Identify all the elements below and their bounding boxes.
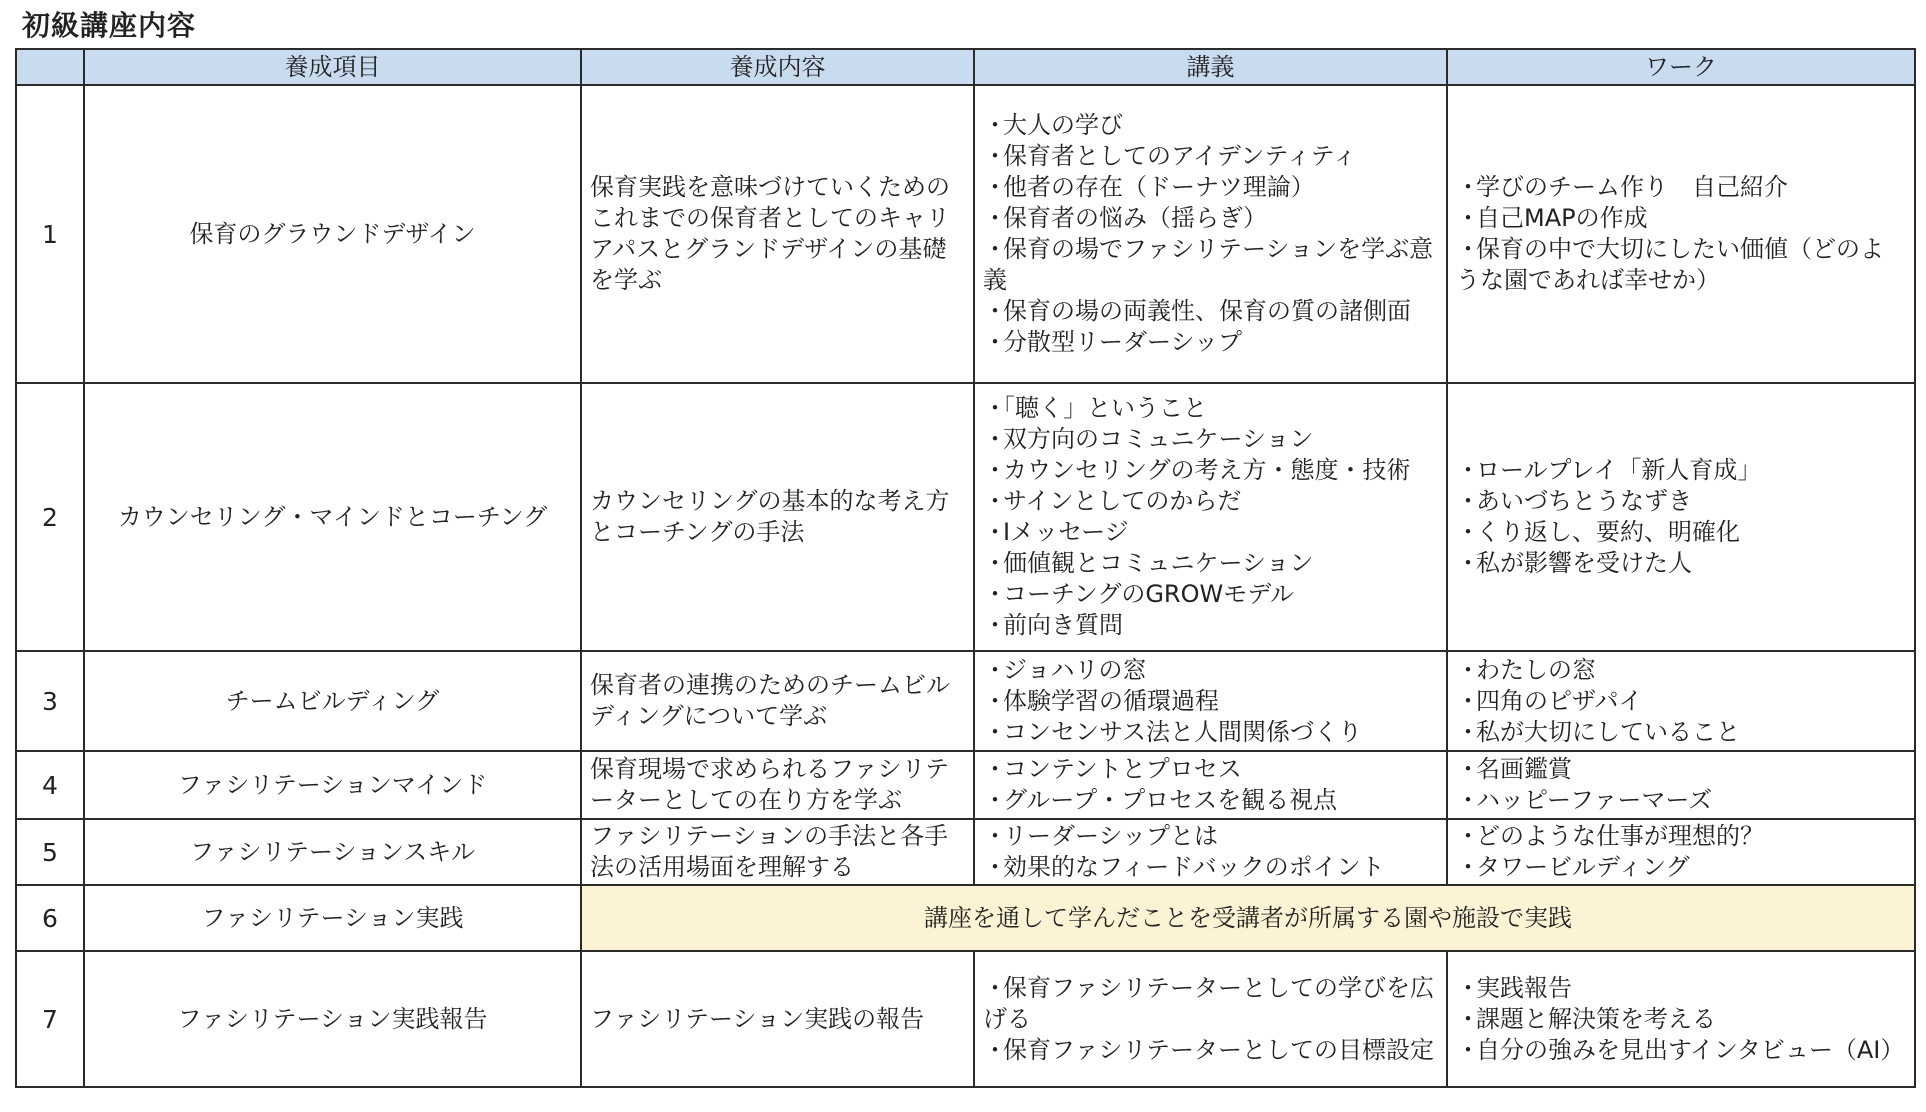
work-item: ・ わたしの窓 (1456, 655, 1906, 686)
lecture-list (983, 393, 1438, 641)
row-content: 保育実践を意味づけていくためのこれまでの保育者としてのキャリアパスとグランドデザインの基礎を学ぶ (581, 85, 974, 383)
table-row (16, 885, 1915, 951)
row-work (1447, 85, 1915, 383)
lecture-item: ・ 保育者の悩み（揺らぎ） (983, 203, 1438, 234)
row-content: カウンセリングの基本的な考え方とコーチングの手法 (581, 383, 974, 651)
lecture-list (983, 110, 1438, 358)
table-row (16, 751, 1915, 819)
row-lecture (974, 751, 1447, 819)
header-row (16, 49, 1915, 85)
row-work (1447, 819, 1915, 885)
work-item: ・ あいづちとうなずき (1456, 486, 1906, 517)
table-row (16, 383, 1915, 651)
row-content: ファシリテーション実践の報告 (581, 951, 974, 1087)
work-list (1456, 973, 1906, 1066)
row-number: 5 (16, 819, 84, 885)
work-list (1456, 172, 1906, 296)
table-row (16, 819, 1915, 885)
lecture-item: ・ リーダーシップとは (983, 821, 1438, 852)
lecture-item: ・ 双方向のコミュニケーション (983, 424, 1438, 455)
lecture-item: ・ コンテントとプロセス (983, 754, 1438, 785)
lecture-item: ・ コーチングのGROWモデル (983, 579, 1438, 610)
row-item: ファシリテーションスキル (84, 819, 581, 885)
row-work (1447, 651, 1915, 751)
work-item: ・ 名画鑑賞 (1456, 754, 1906, 785)
lecture-item: ・ Iメッセージ (983, 517, 1438, 548)
header-item: 養成項目 (84, 49, 581, 85)
work-item: ・ どのような仕事が理想的？ (1456, 821, 1906, 852)
work-list (1456, 754, 1906, 816)
row-item: 保育のグラウンドデザイン (84, 85, 581, 383)
row-lecture (974, 383, 1447, 651)
lecture-item: ・ 分散型リーダーシップ (983, 327, 1438, 358)
row-number: 7 (16, 951, 84, 1087)
lecture-item: ・ 保育者としてのアイデンティティ (983, 141, 1438, 172)
row-item: チームビルディング (84, 651, 581, 751)
lecture-list (983, 754, 1438, 816)
table-row (16, 85, 1915, 383)
work-item: ・ 私が影響を受けた人 (1456, 548, 1906, 579)
lecture-item: ・ 価値観とコミュニケーション (983, 548, 1438, 579)
row-work (1447, 951, 1915, 1087)
row-item: ファシリテーション実践 (84, 885, 581, 951)
row-content: ファシリテーションの手法と各手法の活用場面を理解する (581, 819, 974, 885)
lecture-item: ・ カウンセリングの考え方・態度・技術 (983, 455, 1438, 486)
work-item: ・ ロールプレイ「新人育成」 (1456, 455, 1906, 486)
header-work: ワーク (1447, 49, 1915, 85)
row-content: 保育者の連携のためのチームビルディングについて学ぶ (581, 651, 974, 751)
work-item: ・ 自分の強みを見出すインタビュー（AI） (1456, 1035, 1906, 1066)
work-item: ・ 学びのチーム作り 自己紹介 (1456, 172, 1906, 203)
lecture-list (983, 655, 1438, 748)
row-item: カウンセリング・マインドとコーチング (84, 383, 581, 651)
work-item: ・ くり返し、要約、明確化 (1456, 517, 1906, 548)
lecture-item: ・ コンセンサス法と人間関係づくり (983, 717, 1438, 748)
lecture-item: ・ 保育ファシリテーターとしての学びを広げる (983, 973, 1438, 1035)
header-number (16, 49, 84, 85)
lecture-item: ・ 保育の場でファシリテーションを学ぶ意義 (983, 234, 1438, 296)
lecture-item: ・ 保育の場の両義性、保育の質の諸側面 (983, 296, 1438, 327)
lecture-item: ・ 大人の学び (983, 110, 1438, 141)
work-item: ・ ハッピーファーマーズ (1456, 785, 1906, 816)
work-item: ・ 保育の中で大切にしたい価値（どのような園であれば幸せか） (1456, 234, 1906, 296)
work-item: ・ 私が大切にしていること (1456, 717, 1906, 748)
lecture-item: ・ ジョハリの窓 (983, 655, 1438, 686)
practice-note: 講座を通して学んだことを受講者が所属する園や施設で実践 (581, 885, 1915, 951)
row-lecture (974, 651, 1447, 751)
row-number: 1 (16, 85, 84, 383)
row-lecture (974, 819, 1447, 885)
row-lecture (974, 85, 1447, 383)
row-number: 4 (16, 751, 84, 819)
lecture-item: ・ 体験学習の循環過程 (983, 686, 1438, 717)
row-content: 保育現場で求められるファシリテーターとしての在り方を学ぶ (581, 751, 974, 819)
lecture-item: ・ 保育ファシリテーターとしての目標設定 (983, 1035, 1438, 1066)
work-item: ・ 自己MAPの作成 (1456, 203, 1906, 234)
work-item: ・ 実践報告 (1456, 973, 1906, 1004)
work-item: ・ 四角のピザパイ (1456, 686, 1906, 717)
row-item: ファシリテーション実践報告 (84, 951, 581, 1087)
lecture-list (983, 821, 1438, 883)
lecture-item: ・ 他者の存在（ドーナツ理論） (983, 172, 1438, 203)
lecture-item: ・ グループ・プロセスを観る視点 (983, 785, 1438, 816)
lecture-item: ・ 効果的なフィードバックのポイント (983, 852, 1438, 883)
row-number: 2 (16, 383, 84, 651)
lecture-list (983, 973, 1438, 1066)
work-list (1456, 455, 1906, 579)
work-list (1456, 655, 1906, 748)
lecture-item: ・ 「聴く」ということ (983, 393, 1438, 424)
row-number: 3 (16, 651, 84, 751)
header-content: 養成内容 (581, 49, 974, 85)
work-item: ・ タワービルディング (1456, 852, 1906, 883)
header-lecture: 講義 (974, 49, 1447, 85)
table-row (16, 951, 1915, 1087)
row-work (1447, 751, 1915, 819)
row-item: ファシリテーションマインド (84, 751, 581, 819)
work-item: ・ 課題と解決策を考える (1456, 1004, 1906, 1035)
row-work (1447, 383, 1915, 651)
table-row (16, 651, 1915, 751)
course-table (15, 48, 1916, 1088)
work-list (1456, 821, 1906, 883)
row-number: 6 (16, 885, 84, 951)
lecture-item: ・ サインとしてのからだ (983, 486, 1438, 517)
row-lecture (974, 951, 1447, 1087)
page-title: 初級講座内容 (22, 9, 197, 42)
lecture-item: ・ 前向き質問 (983, 610, 1438, 641)
